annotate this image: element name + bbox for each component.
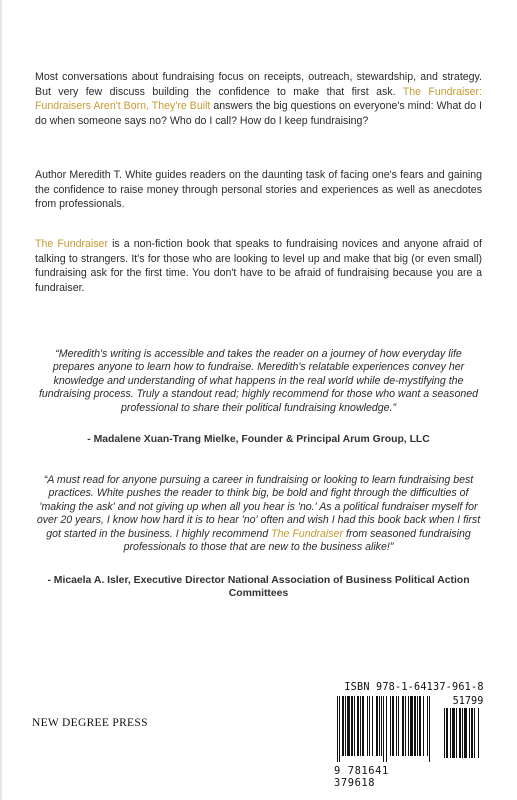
ean-digits: 9 781641 379618: [334, 765, 389, 789]
barcode-bar: [347, 696, 350, 756]
barcode-bar: [462, 708, 463, 758]
barcode-bar: [474, 708, 475, 758]
barcode-bar: [450, 708, 451, 758]
barcode-bar: [402, 696, 404, 756]
isbn-label: ISBN 978-1-64137-961-8: [344, 682, 484, 693]
barcode-bar: [410, 696, 413, 756]
barcode-bar: [478, 708, 479, 758]
barcode-bar: [367, 696, 368, 756]
barcode-bar: [369, 696, 370, 756]
barcode-bar: [427, 696, 428, 756]
book-title-highlight: The Fundraiser: Fundraisers Aren't Born, They're Built: [35, 85, 482, 113]
barcode-bar: [423, 696, 424, 756]
barcode-bar: [386, 696, 387, 762]
publisher-name: NEW DEGREE PRESS: [32, 717, 148, 729]
barcode-bar: [390, 696, 391, 756]
barcode-bar: [408, 696, 409, 756]
barcode-bar: [376, 696, 378, 756]
barcode-bar: [351, 696, 353, 756]
barcode-bar: [464, 708, 467, 758]
testimonial-quote-1: “Meredith's writing is accessible and takes the reader on a journey of how everyday life prepares anyone to learn how to fundraise. Meredith's relatable experiences convey her knowledge and understanding of what happens in the real world while de-mystifying the fundraising process. Truly a standout read; highly recommend for those who want a seasoned professional to share their political fundraising knowledge.”: [38, 348, 479, 414]
barcode-bar: [471, 708, 473, 758]
barcode-bar: [405, 696, 406, 756]
barcode-bar: [456, 708, 457, 758]
barcode-bar: [469, 708, 470, 758]
barcode-bar: [429, 696, 430, 762]
barcode-bar: [444, 708, 445, 758]
barcode-addon-number: 51799: [452, 696, 484, 707]
barcode-bar: [383, 696, 384, 762]
barcode-bar: [417, 696, 418, 756]
testimonial-text: “A must read for anyone pursuing a career in fundraising or looking to learn fundraising best practices. White pushes the reader to think big, be bold and fight through the difficulties of 'making the ask' and not giving up when all you hear is 'no.' As a political fundraiser myself for over 20 years, I know how hard it is to hear 'no' often and wish I had this book back when I first got started in the business. I highly recommend: [36, 474, 481, 540]
barcode-bar: [459, 708, 461, 758]
barcode-bar: [362, 696, 364, 756]
testimonial-text: from seasoned fundraising professionals to those that are new to the business alike!”: [123, 527, 471, 554]
barcode-bar: [419, 696, 421, 756]
barcode-bar: [372, 696, 373, 756]
barcode-bar: [342, 696, 344, 756]
barcode-bar: [452, 708, 455, 758]
description-paragraph-2: Author Meredith T. White guides readers on the daunting task of facing one's fears and gaining the confidence to raise money through personal stories and experiences as well as anecdotes from professionals.: [35, 169, 482, 211]
barcode-bar: [396, 696, 397, 756]
barcode-bar: [414, 696, 416, 756]
barcode-bar: [392, 696, 394, 756]
barcode-bar: [354, 696, 355, 756]
barcode-bar: [337, 696, 338, 762]
description-text: is a non-fiction book that speaks to fundraising novices and anyone afraid of talking to strangers. It's for those who are looking to level up and make that big (or even small) fundraising ask for the first time. You don't have to be afraid of fundraising because you are a fundraiser.: [35, 238, 483, 294]
barcode-bar: [379, 696, 380, 756]
testimonial-attribution-2: - Micaela A. Isler, Executive Director National Association of Business Political Action Committees: [47, 575, 470, 600]
book-title-highlight: The Fundraiser: [35, 238, 108, 250]
barcode-bar: [360, 696, 361, 756]
description-text: Most conversations about fundraising focus on receipts, outreach, stewardship, and strategy. But very few discuss building the confidence to make that first ask.: [35, 71, 482, 98]
barcode-bar: [446, 708, 448, 758]
barcode-bar: [357, 696, 359, 756]
barcode-bar: [339, 696, 340, 762]
barcode-bar: [381, 696, 382, 756]
barcode-bar: [398, 696, 399, 756]
testimonial-attribution-1: - Madalene Xuan-Trang Mielke, Founder & Principal Arum Group, LLC: [87, 434, 430, 445]
barcode-bar: [345, 696, 346, 756]
description-text: answers the big questions on everyone's mind: What do I do when someone says no? Who do I call? How do I keep fundraising?: [35, 100, 482, 127]
book-title-highlight: The Fundraiser: [271, 527, 343, 540]
